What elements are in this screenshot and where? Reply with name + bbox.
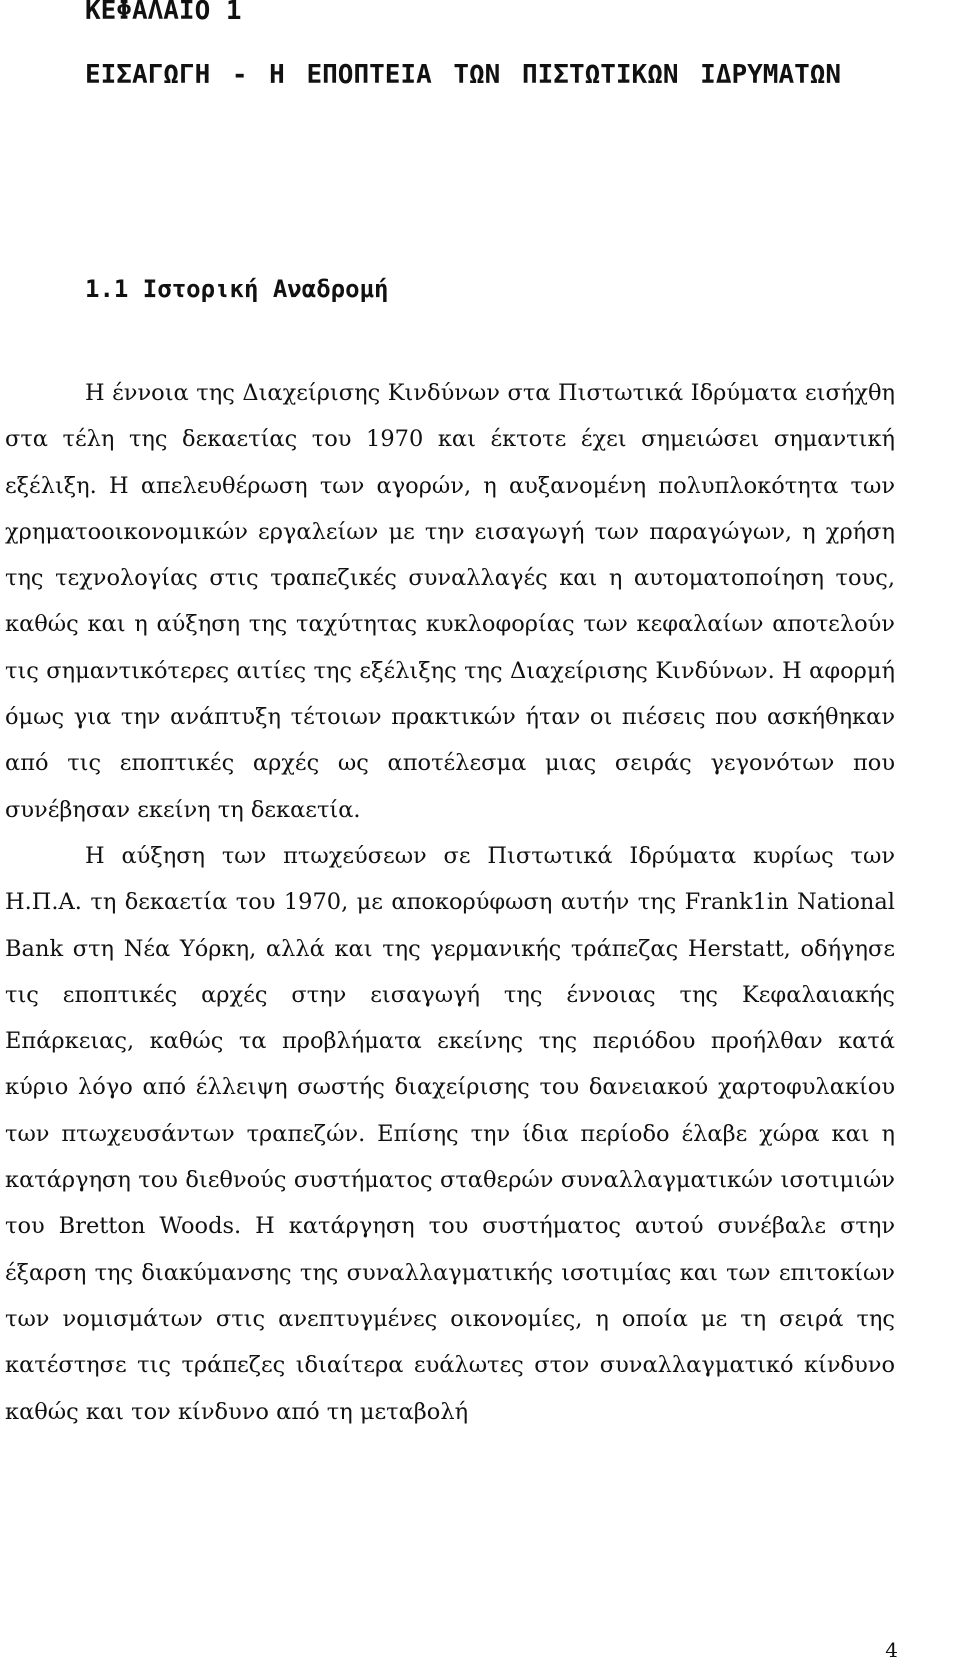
section-heading: 1.1 Ιστορική Αναδρομή <box>85 275 389 303</box>
chapter-label: ΚΕΦΑΛΑΙΟ 1 <box>85 0 242 26</box>
body-text <box>5 370 895 1435</box>
page-number: 4 <box>885 1638 898 1662</box>
chapter-title: ΕΙΣΑΓΩΓΗ - Η ΕΠΟΠΤΕΙΑ ΤΩΝ ΠΙΣΤΩΤΙΚΩΝ ΙΔΡΥΜΑΤΩΝ <box>85 60 842 90</box>
paragraph-2: Η αύξηση των πτωχεύσεων σε Πιστωτικά Ιδρύματα κυρίως των Η.Π.Α. τη δεκαετία του 1970, με αποκορύφωση αυτήν της Frank1in National Bank στη Νέα Υόρκη, αλλά και της γερμανικής τράπεζας Herstatt, οδήγησε τις εποπτικές αρχές στην εισαγωγή της έννοιας της Κεφαλαιακής Επάρκειας, καθώς τα προβλήματα εκείνης της περιόδου προήλθαν κατά κύριο λόγο από έλλειψη σωστής διαχείρισης του δανειακού χαρτοφυλακίου των πτωχευσάντων τραπεζών. Επίσης την ίδια περίοδο έλαβε χώρα και η κατάργηση του διεθνούς συστήματος σταθερών συναλλαγματικών ισοτιμιών του Bretton Woods. Η κατάργηση του συστήματος αυτού συνέβαλε στην έξαρση της διακύμανσης της συναλλαγματικής ισοτιμίας και των επιτοκίων των νομισμάτων στις ανεπτυγμένες οικονομίες, η οποία με τη σειρά της κατέστησε τις τράπεζες ιδιαίτερα ευάλωτες στον συναλλαγματικό κίνδυνο καθώς και τον κίνδυνο από τη μεταβολή <box>5 842 895 1425</box>
paragraph-1: Η έννοια της Διαχείρισης Κινδύνων στα Πιστωτικά Ιδρύματα εισήχθη στα τέλη της δεκαετίας του 1970 και έκτοτε έχει σημειώσει σημαντική εξέλιξη. Η απελευθέρωση των αγορών, η αυξανομένη πολυπλοκότητα των χρηματοοικονομικών εργαλείων με την εισαγωγή των παραγώγων, η χρήση της τεχνολογίας στις τραπεζικές συναλλαγές και η αυτοματοποίηση τους, καθώς και η αύξηση της ταχύτητας κυκλοφορίας των κεφαλαίων αποτελούν τις σημαντικότερες αιτίες της εξέλιξης της Διαχείρισης Κινδύνων. Η αφορμή όμως για την ανάπτυξη τέτοιων πρακτικών ήταν οι πιέσεις που ασκήθηκαν από τις εποπτικές αρχές ως αποτέλεσμα μιας σειράς γεγονότων που συνέβησαν εκείνη τη δεκαετία. <box>5 380 895 823</box>
